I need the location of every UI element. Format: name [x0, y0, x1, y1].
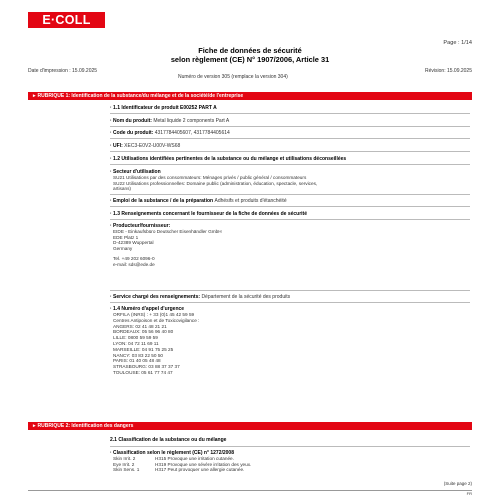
divider	[110, 302, 470, 303]
classification-heading: 2.1 Classification de la substance ou du mélange	[110, 437, 227, 443]
ufi-label: · UFI:	[110, 143, 123, 149]
document-meta	[28, 68, 472, 82]
emergency-line: STRASBOURG: 03 88 37 37 37	[113, 364, 180, 370]
sector-line: SU22 Utilisations professionnelles: Domaine public (administration, éducation, spectacle, services,	[113, 180, 318, 186]
revision-date: Révision: 15.09.2025	[425, 68, 472, 74]
emergency-line: PARIS: 01 40 05 48 48	[113, 358, 161, 364]
section-1-header	[28, 92, 472, 100]
info-department-label: · Service chargé des renseignements:	[110, 294, 201, 300]
emergency-line: LYON: 04 72 11 69 11	[113, 340, 159, 346]
version-number: Numéro de version 305 (remplace la version 304)	[178, 74, 288, 80]
ecoll-logo: E·COLL	[28, 12, 105, 28]
continued-note: (Suite page 2)	[443, 481, 472, 486]
product-code	[110, 130, 230, 136]
supplier-heading: · 1.3 Renseignements concernant le fournisseur de la fiche de données de sécurité	[110, 211, 308, 217]
emergency-line: BORDEAUX: 05 56 96 40 80	[113, 329, 174, 335]
supplier-label: · Producteur/fournisseur:	[110, 223, 171, 229]
divider	[110, 194, 470, 195]
hazard-class: Eye Irrit. 2	[113, 461, 135, 467]
uses-heading: · 1.2 Utilisations identifiées pertinentes de la substance ou du mélange et utilisations déconseillées	[110, 156, 347, 162]
page-number: Page : 1/14	[443, 40, 472, 46]
substance-use-value: Adhésifs et produits d'étanchéité	[214, 198, 287, 204]
emergency-line: ANGERS: 02 41 48 21 21	[113, 323, 167, 329]
emergency-list	[113, 312, 199, 376]
address-line: Germany	[113, 245, 133, 251]
address-line: D-42389 Wuppertal	[113, 240, 154, 246]
ufi-value: XEC3-E0V2-U00V-WS68	[124, 143, 181, 149]
substance-use	[110, 198, 287, 204]
product-code-label: · Code du produit:	[110, 130, 154, 136]
info-department-value: Département de la sécurité des produits	[201, 294, 291, 300]
product-code-value: 4317784405607, 4317784405614	[154, 130, 230, 136]
divider	[110, 126, 470, 127]
address-line: EDE Platz 1	[113, 234, 139, 240]
emergency-line: MARSEILLE: 04 91 75 25 25	[113, 346, 174, 352]
hazard-class: Skin Sens. 1	[113, 467, 140, 473]
emergency-line: NANCY: 03 83 22 50 50	[113, 352, 164, 358]
divider	[110, 151, 470, 152]
sector-label: · Secteur d'utilisation	[110, 169, 161, 175]
divider	[110, 164, 470, 165]
hazard-row	[113, 467, 251, 473]
title-main: Fiche de données de sécurité	[198, 46, 302, 55]
document-title	[0, 47, 500, 64]
regulation-label: · Classification selon le règlement (CE) n° 1272/2008	[110, 450, 234, 456]
hazard-statement: H315 Provoque une irritation cutanée.	[155, 456, 234, 461]
section-2-header	[28, 422, 472, 430]
hazard-statement: H317 Peut provoquer une allergie cutanée.	[155, 467, 245, 473]
divider	[110, 446, 470, 447]
divider	[110, 219, 470, 220]
supplier-address	[113, 229, 222, 268]
title-subtitle: selon règlement (CE) N° 1907/2006, Article 31	[170, 54, 330, 64]
sector-list	[113, 175, 317, 192]
divider	[110, 290, 470, 291]
hazard-statement: H319 Provoque une sévère irritation des yeux.	[155, 461, 252, 467]
ufi	[110, 143, 180, 149]
section-2-title: RUBRIQUE 2: Identification des dangers	[37, 423, 134, 429]
product-name	[110, 118, 229, 124]
print-date: Date d'impression : 15.09.2025	[28, 68, 98, 74]
supplier-email: e-mail: sds@ede.de	[113, 261, 155, 267]
emergency-heading: · 1.4 Numéro d'appel d'urgence	[110, 306, 185, 312]
emergency-line: TOULOUSE: 05 61 77 74 47	[113, 369, 173, 375]
sector-line: artisans)	[113, 186, 131, 192]
hazard-class: Skin Irrit. 2	[113, 456, 136, 461]
address-line: EIDE - Einkaufsbüro Deutscher Eisenhändler GmbH	[113, 229, 222, 234]
info-department	[110, 294, 290, 300]
product-name-label: · Nom du produit:	[110, 118, 152, 124]
footer-code: FR	[466, 491, 472, 496]
product-name-value: Metal liquide 2 components Part A	[153, 118, 230, 124]
supplier-phone: Tel. +49 202 6096-0	[113, 256, 155, 262]
sector-line: SU21 Utilisations par des consommateurs: Ménages privés / public général / consommateurs	[113, 175, 307, 180]
footer-divider	[28, 490, 472, 491]
divider	[110, 113, 470, 114]
section-1-title: RUBRIQUE 1: Identification de la substance/du mélange et de la société/de l'entreprise	[37, 93, 244, 99]
hazard-classification-list	[113, 456, 251, 473]
divider	[110, 138, 470, 139]
emergency-line: ORFILA (INRS) : + 33 (0)1 45 42 59 59	[113, 312, 195, 317]
substance-use-label: · Emploi de la substance / de la préparation	[110, 198, 214, 204]
arrow-icon: ▸	[33, 93, 36, 99]
arrow-icon: ▸	[33, 423, 36, 429]
identifier-heading: · 1.1 Identificateur de produit E00252 PART A	[110, 105, 217, 111]
emergency-line: LILLE: 0800 59 59 59	[113, 335, 158, 341]
emergency-line: Centres Antipoison et de Toxicovigilance :	[113, 317, 200, 323]
divider	[110, 206, 470, 207]
